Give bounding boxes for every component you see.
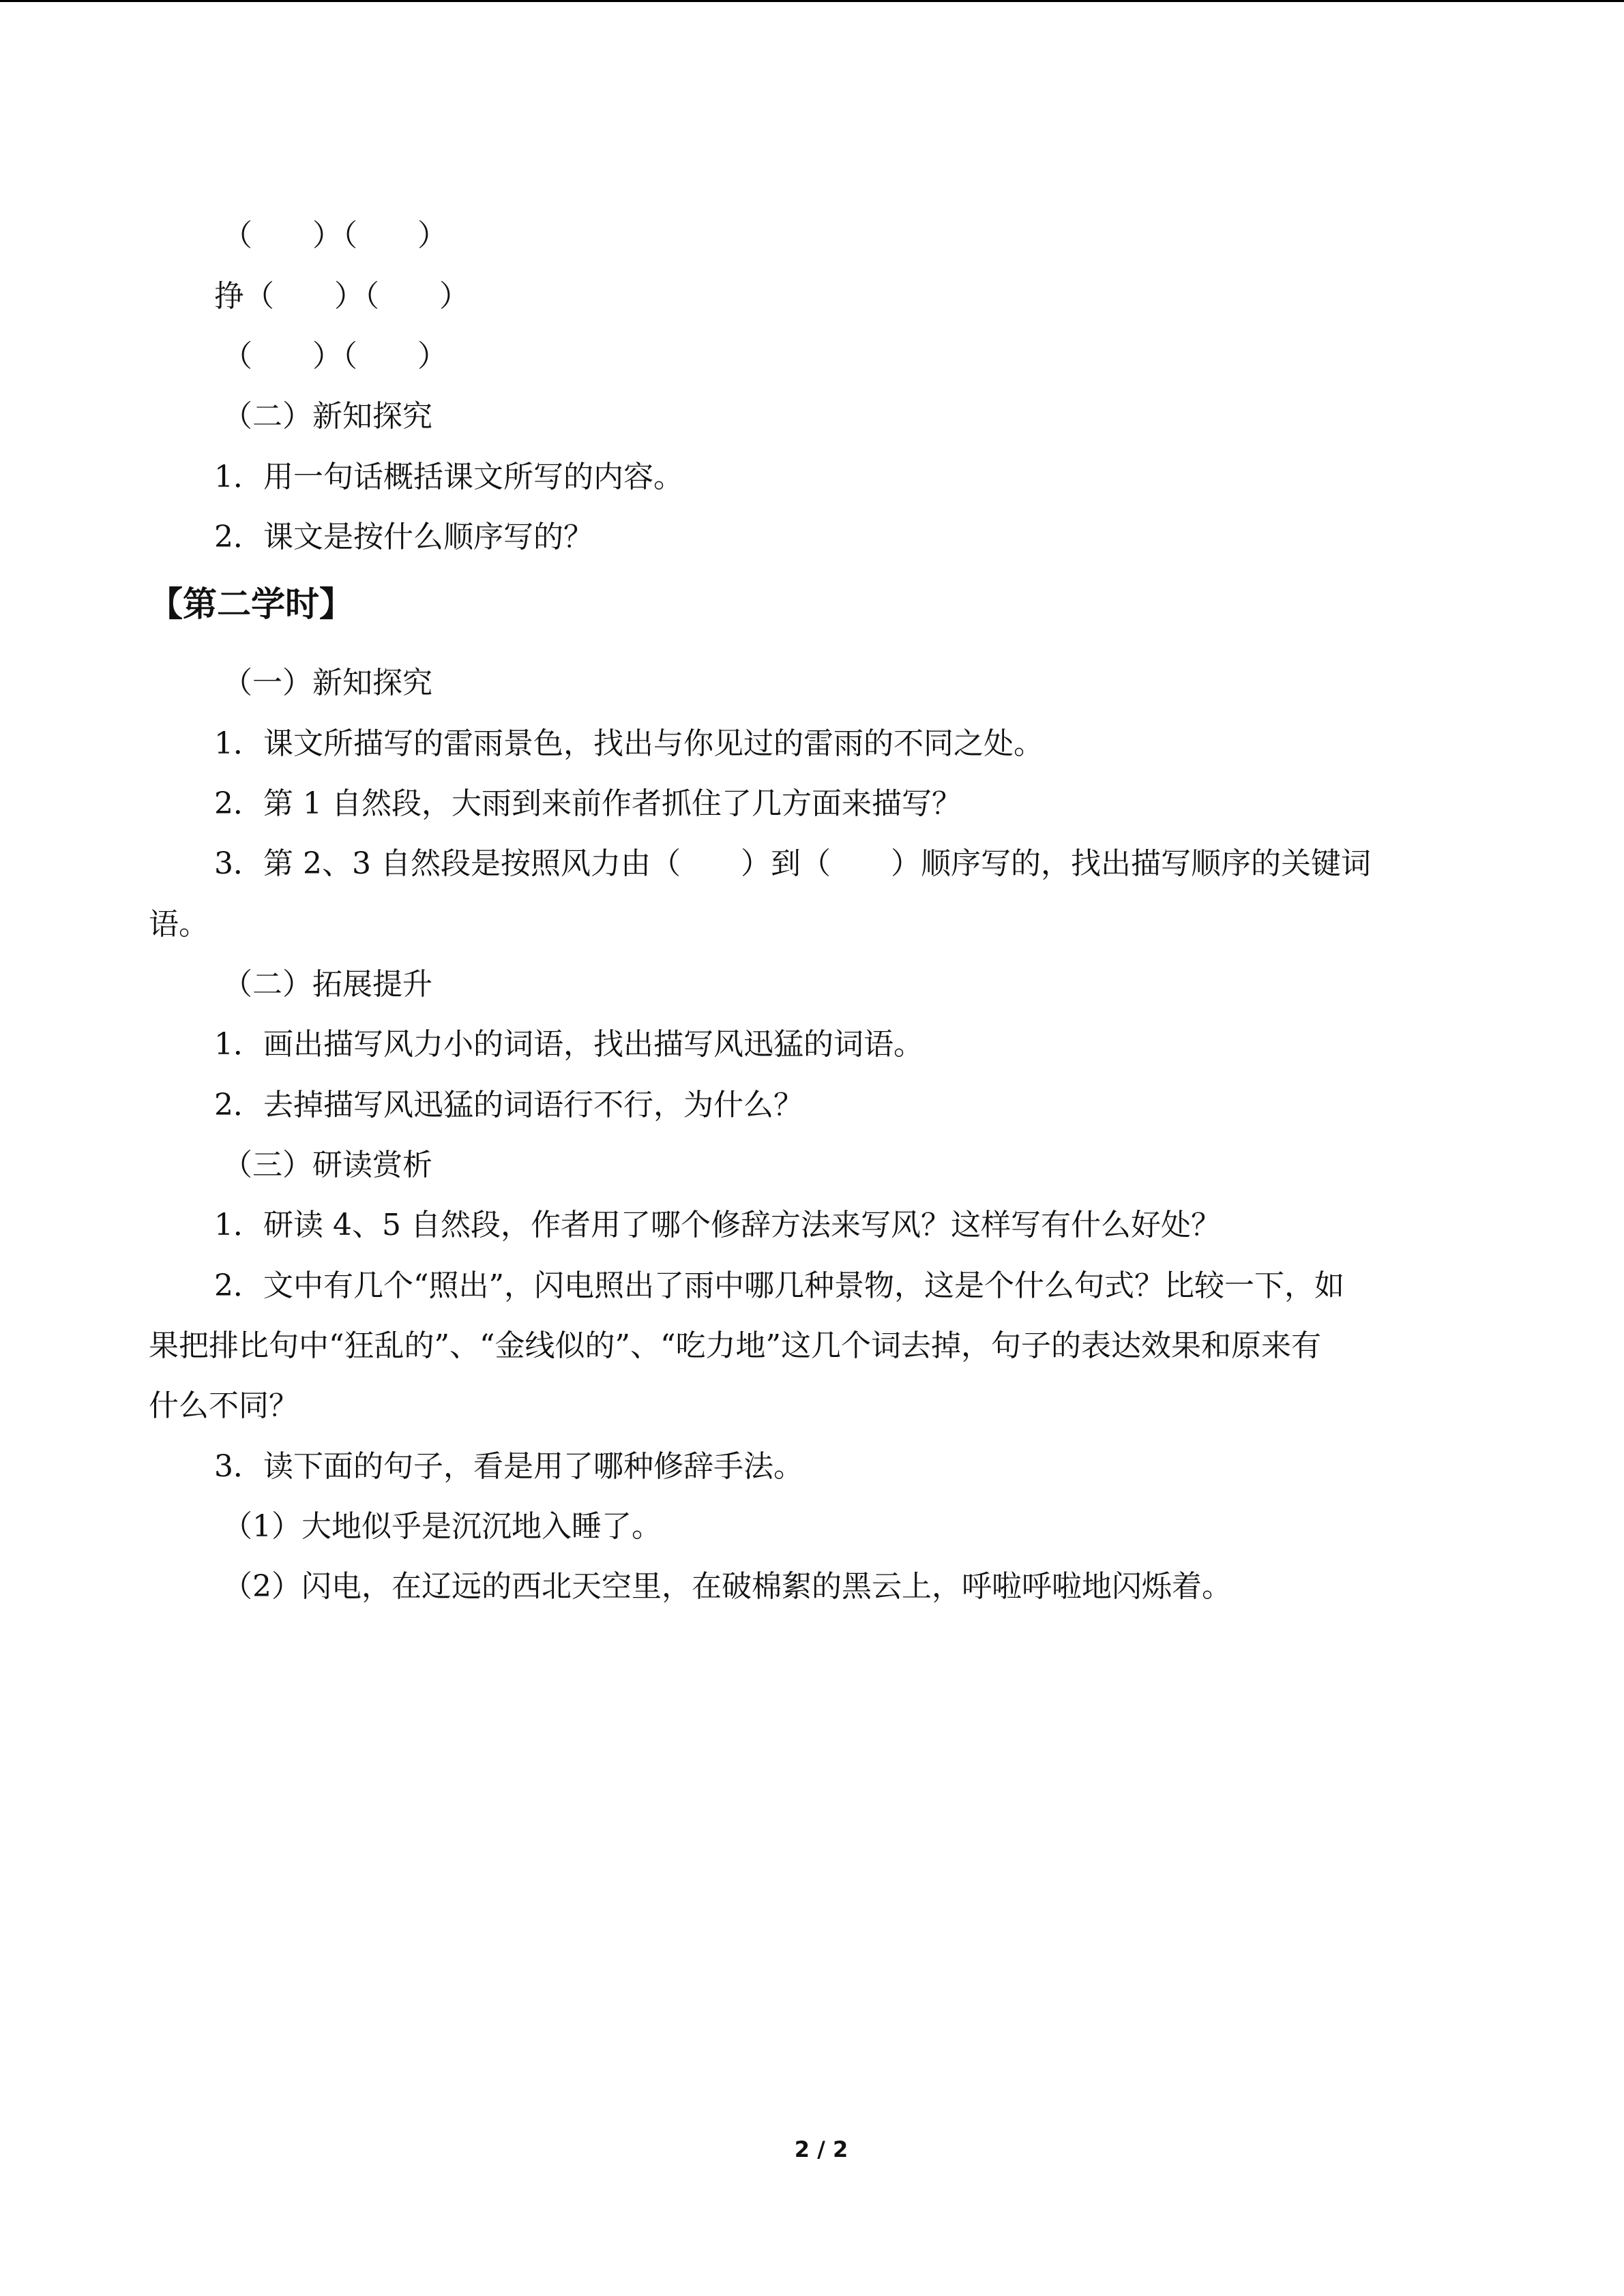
question-order: 2．课文是按什么顺序写的？ [214, 520, 593, 554]
question-rhetoric-wind: 1．研读 4、5 自然段，作者用了哪个修辞方法来写风？这样写有什么好处？ [214, 1208, 1221, 1242]
question-rhetoric-sentences: 3．读下面的句子，看是用了哪种修辞手法。 [214, 1449, 803, 1484]
example-sentence-1: （1）大地似乎是沉沉地入睡了。 [222, 1509, 662, 1544]
question-wind-order-line1: 3．第 2、3 自然段是按照风力由（ ）到（ ）顺序写的，找出描写顺序的关键词 [214, 846, 1371, 881]
lesson2-heading: 【第二学时】 [149, 584, 353, 624]
question-lightning-line3: 什么不同？ [149, 1388, 299, 1423]
question-lightning-line1: 2．文中有几个“照出”，闪电照出了雨中哪几种景物，这是个什么句式？比较一下，如 [214, 1268, 1344, 1303]
question-differences: 1．课文所描写的雷雨景色，找出与你见过的雷雨的不同之处。 [214, 726, 1044, 761]
question-summarize: 1．用一句话概括课文所写的内容。 [214, 460, 683, 494]
example-sentence-2: （2）闪电，在辽远的西北天空里，在破棉絮的黑云上，呼啦呼啦地闪烁着。 [222, 1569, 1232, 1604]
subheading-new-knowledge-2: （一）新知探究 [222, 666, 432, 700]
question-lightning-line2: 果把排比句中“狂乱的”、“金线似的”、“吃力地”这几个词去掉，句子的表达效果和原来有 [149, 1328, 1321, 1363]
subheading-appreciation: （三）研读赏析 [222, 1148, 432, 1182]
bracket-row-3: （ ）（ ） [222, 339, 447, 374]
question-wind-words: 1．画出描写风力小的词语，找出描写风迅猛的词语。 [214, 1027, 924, 1062]
bracket-row-2: 挣（ ）（ ） [214, 279, 469, 314]
page-number: 2 / 2 [794, 2136, 848, 2162]
question-paragraph1: 2．第 1 自然段，大雨到来前作者抓住了几方面来描写？ [214, 786, 962, 821]
subheading-extension: （二）拓展提升 [222, 967, 432, 1002]
question-wind-order-line2: 语。 [149, 907, 209, 942]
question-remove-words: 2．去掉描写风迅猛的词语行不行，为什么？ [214, 1088, 803, 1122]
bracket-row-1: （ ）（ ） [222, 218, 447, 253]
subheading-new-knowledge-1: （二）新知探究 [222, 399, 432, 434]
